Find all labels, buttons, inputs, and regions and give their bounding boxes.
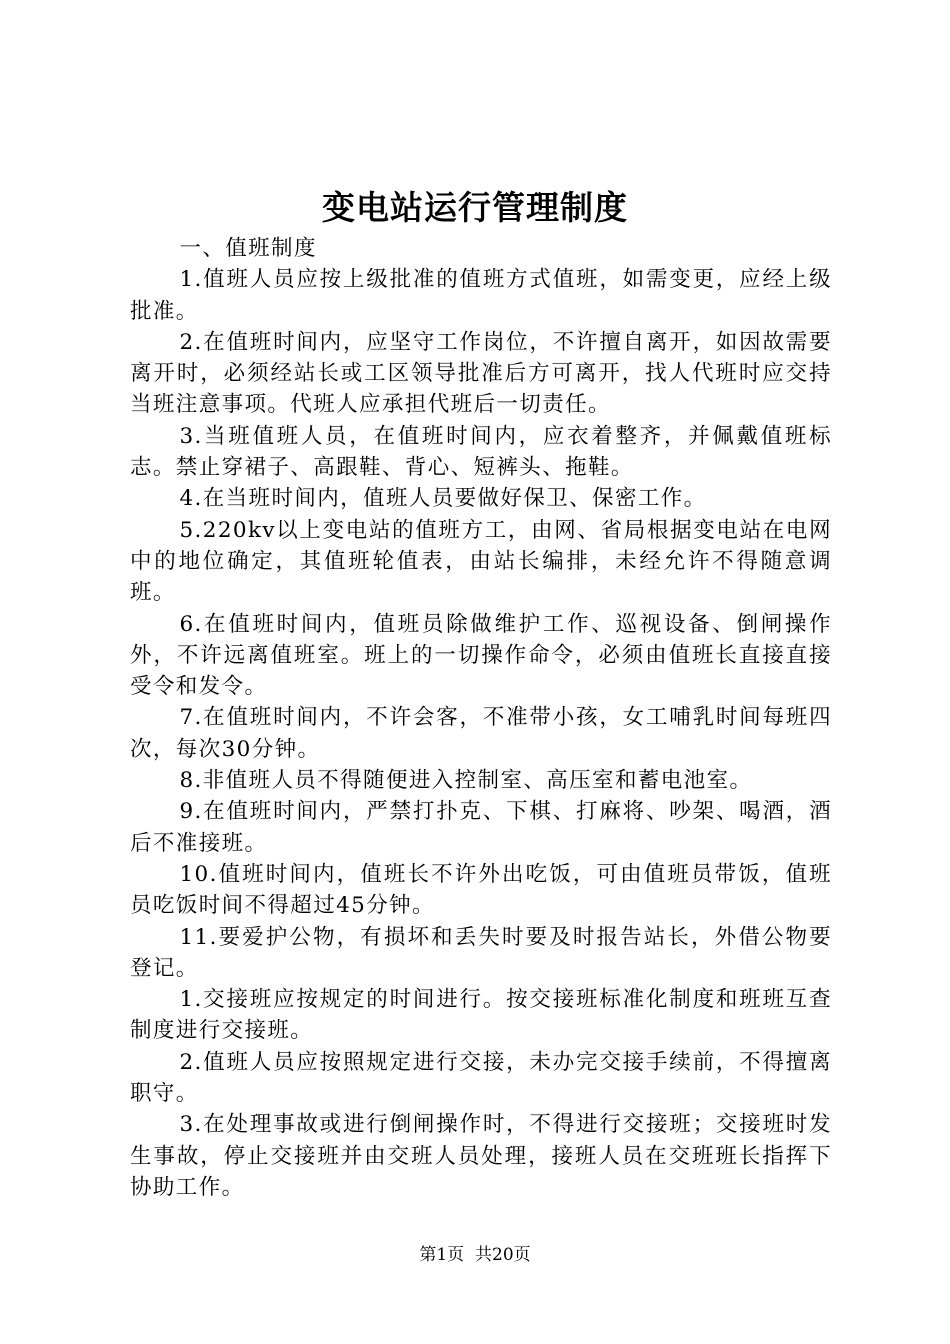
paragraph: 9.在值班时间内，严禁打扑克、下棋、打麻将、吵架、喝酒，酒后不准接班。 <box>130 799 832 856</box>
document-title: 变电站运行管理制度 <box>322 188 628 227</box>
paragraph: 7.在值班时间内，不许会客，不准带小孩，女工哺乳时间每班四次，每次30分钟。 <box>130 705 832 762</box>
paragraph: 6.在值班时间内，值班员除做维护工作、巡视设备、倒闸操作外，不许远离值班室。班上的一切操作命令，必须由值班长直接直接受令和发令。 <box>130 611 832 700</box>
document-body <box>130 233 832 1203</box>
total-pages: 共20页 <box>475 1245 531 1265</box>
paragraph: 2.在值班时间内，应坚守工作岗位，不许擅自离开，如因故需要离开时，必须经站长或工区领导批准后方可离开，找人代班时应交持当班注意事项。代班人应承担代班后一切责任。 <box>130 329 832 418</box>
page-footer <box>0 1243 950 1267</box>
paragraph: 5.220kv以上变电站的值班方工，由网、省局根据变电站在电网中的地位确定，其值班轮值表，由站长编排，未经允许不得随意调班。 <box>130 517 832 606</box>
paragraph: 1.交接班应按规定的时间进行。按交接班标准化制度和班班互查制度进行交接班。 <box>130 987 832 1044</box>
page-number: 第1页 <box>419 1245 465 1265</box>
paragraph: 11.要爱护公物，有损坏和丢失时要及时报告站长，外借公物要登记。 <box>130 924 832 981</box>
section-heading: 一、值班制度 <box>179 236 317 261</box>
paragraph: 3.当班值班人员，在值班时间内，应衣着整齐，并佩戴值班标志。禁止穿裙子、高跟鞋、背心、短裤头、拖鞋。 <box>130 423 832 481</box>
paragraph: 4.在当班时间内，值班人员要做好保卫、保密工作。 <box>179 486 707 512</box>
footer-spacer <box>464 1245 475 1265</box>
paragraph: 2.值班人员应按照规定进行交接，未办完交接手续前，不得擅离职守。 <box>130 1049 832 1107</box>
paragraph: 8.非值班人员不得随便进入控制室、高压室和蓄电池室。 <box>179 768 753 794</box>
paragraph: 10.值班时间内，值班长不许外出吃饭，可由值班员带饭，值班员吃饭时间不得超过45分钟。 <box>130 861 832 919</box>
paragraph: 3.在处理事故或进行倒闸操作时，不得进行交接班；交接班时发生事故，停止交接班并由交班人员处理，接班人员在交班班长指挥下协助工作。 <box>130 1112 832 1200</box>
paragraph: 1.值班人员应按上级批准的值班方式值班，如需变更，应经上级批准。 <box>130 267 832 324</box>
